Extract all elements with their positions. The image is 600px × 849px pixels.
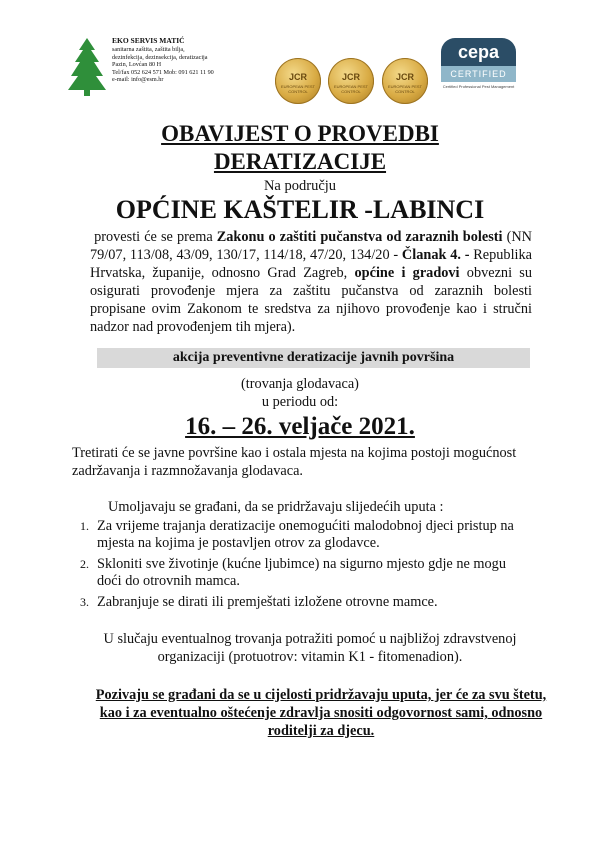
certification-seal [328,58,374,104]
law-article: Članak 4. - [401,247,470,263]
instruction-text: Skloniti sve životinje (kućne ljubimce) na sigurno mjesto gdje ne mogu doći do otrovnih mamca. [97,556,506,589]
law-text: (NN 79/07, 113/08, 43/09, 130/17, 114/18, 47/20, 134/20 - [90,229,532,263]
instruction-text: Za vrijeme trajanja deratizacije onemogućiti malodobnoj djeci pristup na mjesta na kojima je postavljen otrov za glodavce. [97,518,514,551]
cepa-tagline: Certified Professional Pest Management [442,84,515,89]
instruction-text: Zabranjuje se dirati ili premještati izložene otrovne mamce. [97,594,438,610]
instruction-item [80,594,525,611]
company-line: Tel/fax 052 624 571 Mob: 091 621 11 90 [112,68,214,76]
final-warning: Pozivaju se građani da se u cijelosti pridržavaju uputa, jer će za svu štetu, kao i za eventualno oštećenje zdravlja snositi odgovornost sami, odnosno roditelji za djecu. [95,687,547,739]
notice-title-line2: DERATIZACIJE [213,149,387,174]
instruction-number: 2. [80,557,89,571]
certification-seal [275,58,321,104]
notice-title-line1: OBAVIJEST O PROVEDBI [161,121,439,146]
company-info [112,36,262,84]
action-banner: akcija preventivne deratizacije javnih površina [97,348,530,368]
seal-label: JCR [395,72,414,82]
instructions-intro: Umoljavaju se građani, da se pridržavaju slijedećih uputa : [108,499,444,515]
cepa-certified-logo [441,38,516,100]
action-note: (trovanja glodavaca) [241,376,359,392]
law-name: Zakonu o zaštiti pučanstva od zaraznih bolesti [216,229,503,245]
law-paragraph [90,228,532,336]
seal-sub: EUROPEAN PEST CONTROL [280,84,315,94]
law-text: provesti će se prema [94,229,217,245]
poisoning-advice: U slučaju eventualnog trovanja potražiti pomoć u najbližoj zdravstvenoj organizaciji (protuotrov: vitamin K1 - fitomenadion). [103,631,517,665]
period-dates: 16. – 26. veljače 2021. [185,413,415,440]
instruction-number: 3. [80,595,89,609]
cepa-name: cepa [441,38,516,66]
law-entities: općine i gradovi [354,265,460,281]
instruction-number: 1. [80,519,89,533]
company-line: Pazin, Lovćan 80 H [112,61,162,69]
tree-logo-icon [68,38,106,96]
law-text: Republika Hrvatska, županije, odnosno Grad Zagreb, [90,247,533,281]
company-line: sanitarna zaštita, zaštita bilja, [112,46,185,53]
municipality-name: OPĆINE KAŠTELIR -LABINCI [115,195,485,224]
seal-label: JCR [341,72,360,82]
instruction-item [80,556,525,590]
period-label: u periodu od: [261,394,339,410]
company-name: EKO SERVIS MATIĆ [112,36,185,45]
instruction-item [80,518,525,552]
company-line: dezinfekcija, dezinsekcija, deratizacija [112,53,208,61]
certification-seal [382,58,428,104]
law-text: obvezni su osigurati provođenje mjera za zaštitu pučanstva od zaraznih bolesti propisane ovim Zakonom te sredstva za njihovo provođenje kao i stručni nadzor nad provođenjem tih mjera). [90,265,533,335]
company-line: e-mail: info@esm.hr [112,76,164,84]
treatment-text: Tretirati će se javne površine kao i ostala mjesta na kojima postoji mogućnost zadržavanja i razmnožavanja glodavaca. [72,445,517,479]
seal-sub: EUROPEAN PEST CONTROL [333,84,368,94]
seal-sub: EUROPEAN PEST CONTROL [387,84,422,94]
area-label: Na području [263,178,337,194]
cepa-badge: CERTIFIED [441,66,516,82]
seal-label: JCR [288,72,307,82]
